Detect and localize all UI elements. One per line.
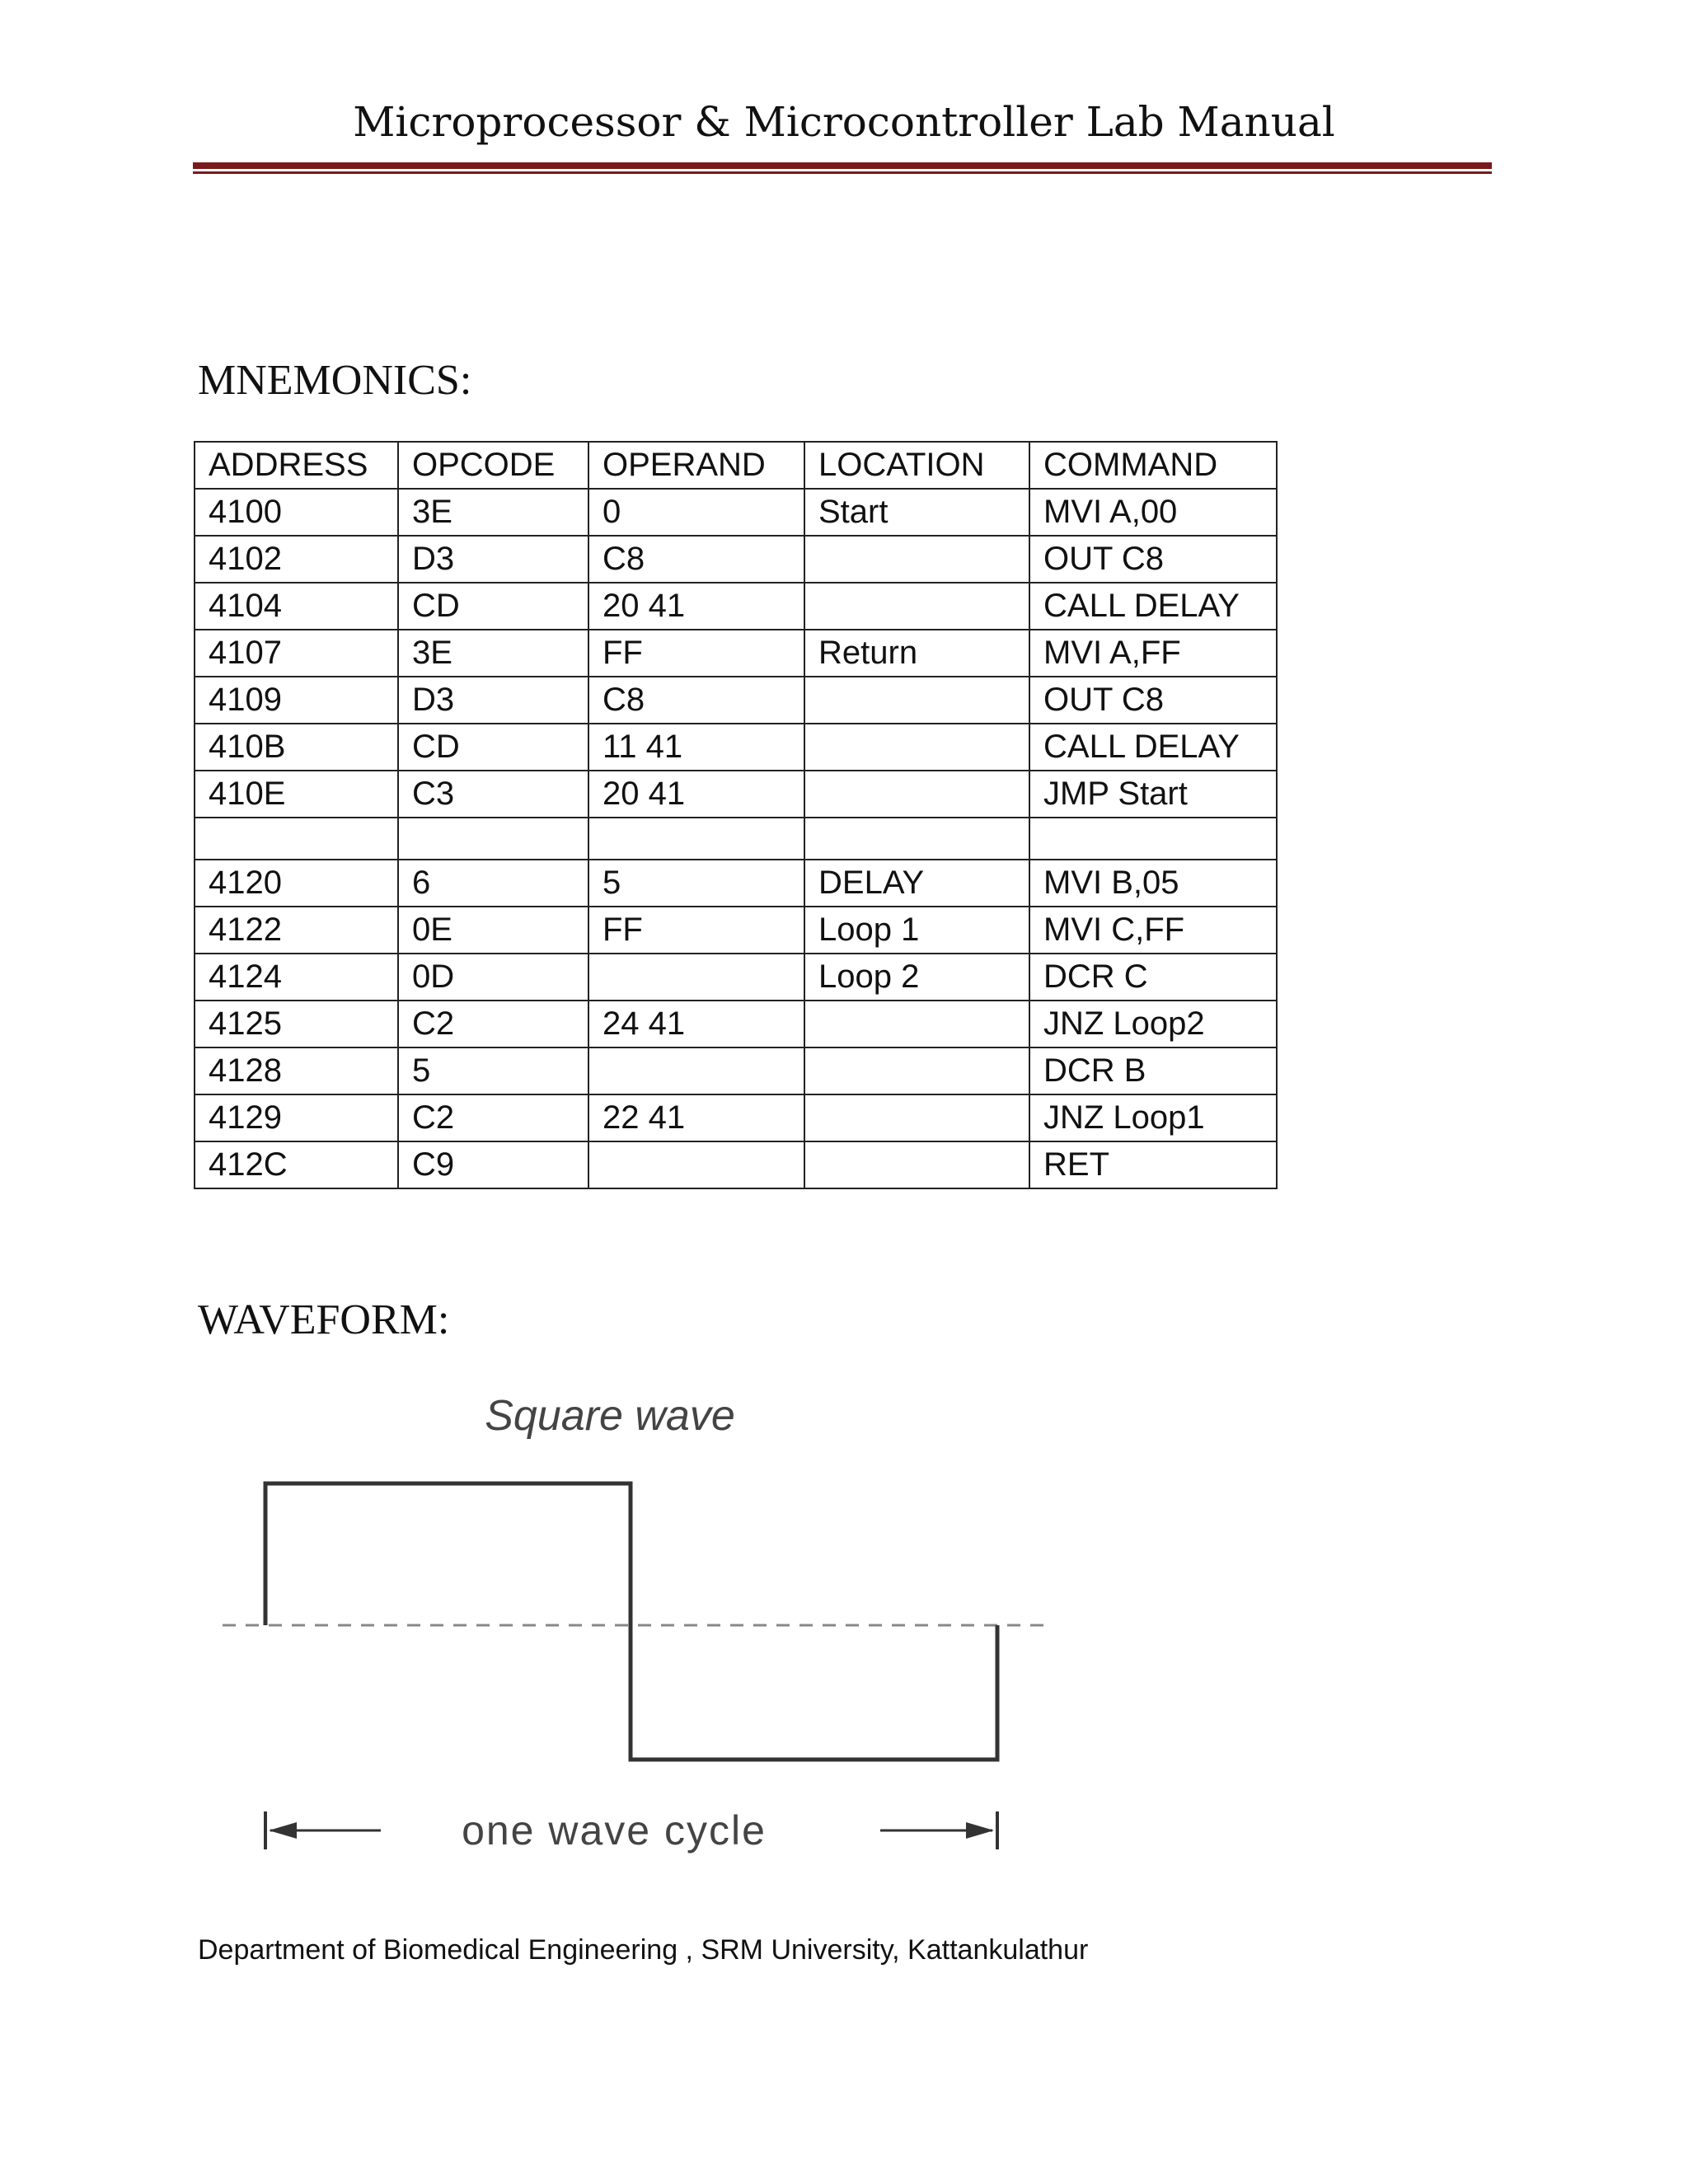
waveform-heading: WAVEFORM:: [198, 1296, 450, 1343]
cell-command: MVI B,05: [1029, 860, 1277, 907]
cell-address: 4129: [195, 1094, 398, 1141]
cell-opcode: CD: [398, 724, 588, 771]
cell-address: 412C: [195, 1141, 398, 1188]
cell-address: 410B: [195, 724, 398, 771]
cell-address: 4104: [195, 583, 398, 630]
cell-address: 4124: [195, 954, 398, 1001]
cell-address: 4109: [195, 677, 398, 724]
cell-opcode: 3E: [398, 630, 588, 677]
cell-location: Start: [804, 489, 1029, 536]
column-header-operand: OPERAND: [588, 442, 804, 489]
cell-location: Loop 1: [804, 907, 1029, 954]
cell-opcode: 5: [398, 1047, 588, 1094]
cell-command: OUT C8: [1029, 677, 1277, 724]
cell-operand: 11 41: [588, 724, 804, 771]
page-footer: Department of Biomedical Engineering , SRM University, Kattankulathur: [198, 1934, 1089, 1966]
cell-operand: 24 41: [588, 1001, 804, 1047]
cell-address: 4128: [195, 1047, 398, 1094]
cell-address: 4120: [195, 860, 398, 907]
cell-command: MVI A,00: [1029, 489, 1277, 536]
arrow-left-icon: [269, 1822, 297, 1839]
cell-opcode: C2: [398, 1001, 588, 1047]
cell-location: DELAY: [804, 860, 1029, 907]
page-header-title: Microprocessor & Microcontroller Lab Manual: [353, 98, 1335, 146]
cell-command: JNZ Loop1: [1029, 1094, 1277, 1141]
cell-opcode: D3: [398, 536, 588, 583]
cell-operand: 5: [588, 860, 804, 907]
cell-command: MVI A,FF: [1029, 630, 1277, 677]
cell-operand: C8: [588, 677, 804, 724]
cell-opcode: CD: [398, 583, 588, 630]
cell-address: 4122: [195, 907, 398, 954]
square-wave-line: [265, 1483, 997, 1760]
cell-command: DCR B: [1029, 1047, 1277, 1094]
arrow-right-icon: [966, 1822, 994, 1839]
mnemonics-heading: MNEMONICS:: [198, 357, 472, 404]
cell-command: JMP Start: [1029, 771, 1277, 818]
cell-operand: 20 41: [588, 583, 804, 630]
cell-address: 4100: [195, 489, 398, 536]
cell-opcode: D3: [398, 677, 588, 724]
cell-command: CALL DELAY: [1029, 724, 1277, 771]
cell-operand: FF: [588, 630, 804, 677]
cell-operand: C8: [588, 536, 804, 583]
cell-operand: 22 41: [588, 1094, 804, 1141]
cell-opcode: 0E: [398, 907, 588, 954]
cell-command: CALL DELAY: [1029, 583, 1277, 630]
column-header-command: COMMAND: [1029, 442, 1277, 489]
cell-opcode: C9: [398, 1141, 588, 1188]
waveform-title: Square wave: [485, 1392, 735, 1440]
cell-command: JNZ Loop2: [1029, 1001, 1277, 1047]
column-header-address: ADDRESS: [195, 442, 398, 489]
cell-operand: FF: [588, 907, 804, 954]
cell-opcode: 6: [398, 860, 588, 907]
cell-opcode: 3E: [398, 489, 588, 536]
cell-command: DCR C: [1029, 954, 1277, 1001]
cell-opcode: C2: [398, 1094, 588, 1141]
cell-address: 4107: [195, 630, 398, 677]
cell-address: 4125: [195, 1001, 398, 1047]
cell-address: 410E: [195, 771, 398, 818]
cell-command: MVI C,FF: [1029, 907, 1277, 954]
cell-location: Return: [804, 630, 1029, 677]
column-header-location: LOCATION: [804, 442, 1029, 489]
cell-command: RET: [1029, 1141, 1277, 1188]
cell-command: OUT C8: [1029, 536, 1277, 583]
cell-operand: 0: [588, 489, 804, 536]
column-header-opcode: OPCODE: [398, 442, 588, 489]
cell-opcode: C3: [398, 771, 588, 818]
cell-address: 4102: [195, 536, 398, 583]
cell-location: Loop 2: [804, 954, 1029, 1001]
cycle-label: one wave cycle: [462, 1807, 767, 1854]
cell-opcode: 0D: [398, 954, 588, 1001]
cell-operand: 20 41: [588, 771, 804, 818]
